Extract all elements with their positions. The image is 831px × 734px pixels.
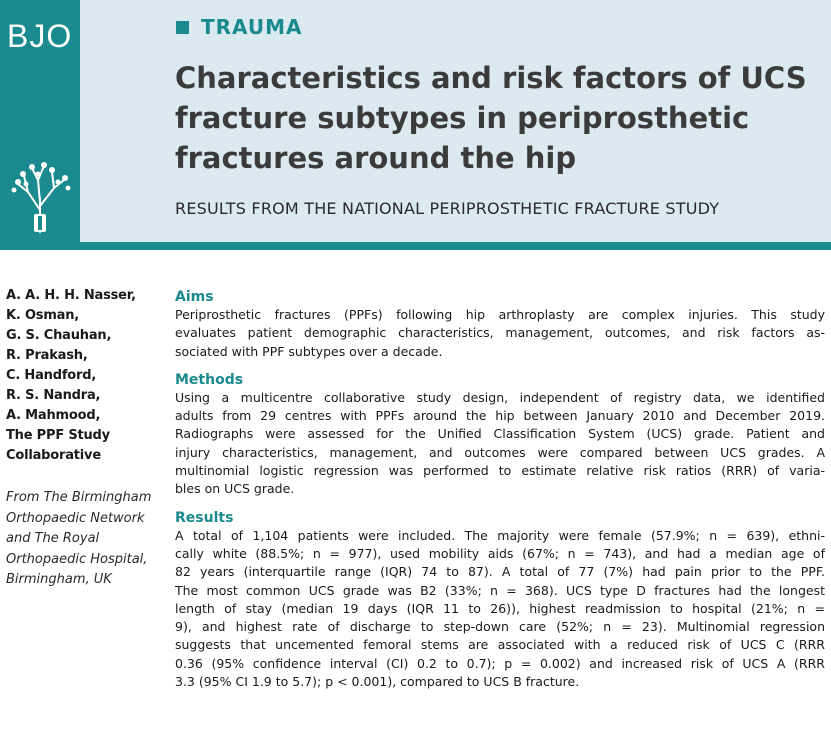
author: The PPF Study: [6, 428, 110, 443]
author-list: [6, 286, 166, 466]
journal-logo: BJO: [7, 18, 73, 54]
author: R. S. Nandra,: [6, 388, 101, 403]
methods-text-line: Radiographs were assessed for the Unified Classification System (UCS) grade. Patient and: [175, 426, 825, 442]
results-text-line: 3.3 (95% CI 1.9 to 5.7); p < 0.001), compared to UCS B fracture.: [175, 674, 580, 690]
author: G. S. Chauhan,: [6, 328, 112, 343]
results-section: [175, 509, 825, 692]
aims-heading: Aims: [175, 289, 214, 305]
article-title: Characteristics and risk factors of UCS fracture subtypes in periprosthetic fractures around the hip: [175, 61, 807, 175]
section-name: TRAUMA: [201, 15, 303, 39]
author: A. A. H. H. Nasser,: [6, 288, 136, 303]
author: A. Mahmood,: [6, 408, 101, 423]
author: K. Osman,: [6, 308, 80, 323]
methods-text-line: Using a multicentre collaborative study design, independent of registry data, we identified: [175, 389, 825, 405]
methods-text-line: bles on UCS grade.: [175, 481, 295, 497]
section-square-icon: [176, 21, 189, 34]
author: R. Prakash,: [6, 348, 88, 363]
results-text-line: suggests that uncemented femoral stems are associated with a reduced risk of UCS C (RRR: [175, 637, 825, 653]
journal-sidebar-block: [0, 0, 80, 242]
results-text-line: A total of 1,104 patients were included. The majority were female (57.9%; n = 639), ethni-: [175, 527, 825, 543]
affiliation: From The Birmingham Orthopaedic Network and The Royal Orthopaedic Hospital, Birmingham, UK: [6, 490, 152, 587]
results-text-line: length of stay (median 19 days (IQR 11 to 26)), highest readmission to hospital (21%; n =: [175, 600, 825, 616]
aims-text-line: Periprosthetic fractures (PPFs) following hip arthroplasty are complex injuries. This study: [175, 307, 825, 322]
aims-section: [175, 288, 825, 361]
results-text-line: 82 years (interquartile range (IQR) 74 to 87). A total of 77 (7%) had pain prior to the PPF.: [175, 564, 825, 580]
results-text-line: The most common UCS grade was B2 (33%; n = 368). UCS type D fractures had the longest: [175, 582, 825, 598]
article-subtitle: RESULTS FROM THE NATIONAL PERIPROSTHETIC FRACTURE STUDY: [175, 199, 720, 218]
results-text-line: cally white (88.5%; n = 977), used mobility aids (67%; n = 743), and had a median age of: [175, 545, 825, 561]
methods-text-line: multinomial logistic regression was performed to estimate relative risk ratios (RRR) of varia-: [175, 463, 825, 479]
results-text-line: 0.36 (95% confidence interval (CI) 0.2 to 0.7); p = 0.002) and increased risk of UCS A (RRR: [175, 655, 825, 671]
header-rule: [0, 242, 831, 250]
methods-text-line: injury characteristics, management, and outcomes were compared between UCS grades. A: [175, 444, 825, 460]
aims-text-line: evaluates patient demographic characteristics, management, outcomes, and risk factors as-: [175, 325, 825, 341]
methods-section: [175, 371, 825, 499]
results-text-line: 9), and highest rate of discharge to step-down care (52%; n = 23). Multinomial regression: [175, 619, 825, 635]
methods-heading: Methods: [175, 371, 244, 388]
aims-text-line: sociated with PPF subtypes over a decade.: [175, 343, 443, 359]
results-heading: Results: [175, 509, 234, 526]
tree-icon: [8, 158, 72, 234]
section-label: [176, 14, 303, 40]
abstract: [175, 288, 825, 701]
methods-text-line: adults from 29 centres with PPFs around the hip between January 2010 and December 2019.: [175, 408, 825, 424]
author: C. Handford,: [6, 368, 97, 383]
author: Collaborative: [6, 448, 101, 463]
